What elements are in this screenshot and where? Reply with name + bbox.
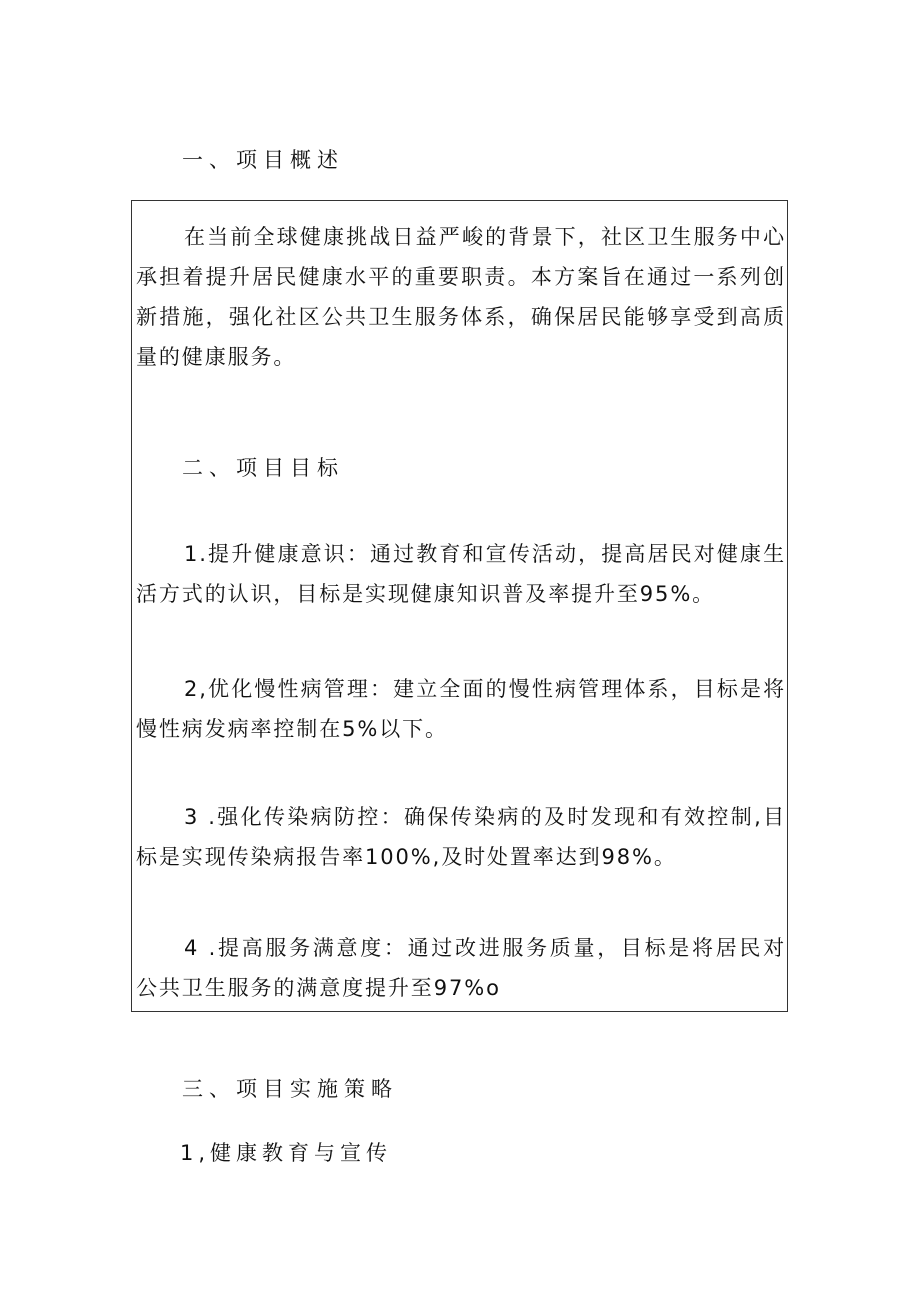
section-title-strategy: 三、项目实施策略 bbox=[182, 1077, 398, 1101]
goal-item-1: 1.提升健康意识：通过教育和宣传活动，提高居民对健康生活方式的认识，目标是实现健康知识普及率提升至95%。 bbox=[136, 542, 786, 606]
goal-item-4: 4 .提高服务满意度：通过改进服务质量，目标是将居民对公共卫生服务的满意度提升至97%o bbox=[136, 936, 786, 1000]
bordered-content-box bbox=[131, 200, 788, 1012]
section-title-goals: 二、项目目标 bbox=[182, 456, 344, 480]
goal-item-2: 2,优化慢性病管理：建立全面的慢性病管理体系，目标是将慢性病发病率控制在5%以下。 bbox=[136, 677, 786, 741]
section-title-overview: 一、项目概述 bbox=[182, 148, 344, 172]
strategy-subheading-1: 1,健康教育与宣传 bbox=[180, 1141, 393, 1165]
goal-item-3: 3 .强化传染病防控：确保传染病的及时发现和有效控制,目标是实现传染病报告率100%,及时处置率达到98%。 bbox=[136, 805, 786, 869]
overview-paragraph: 在当前全球健康挑战日益严峻的背景下，社区卫生服务中心承担着提升居民健康水平的重要职责。本方案旨在通过一系列创新措施，强化社区公共卫生服务体系，确保居民能够享受到高质量的健康服务。 bbox=[136, 225, 786, 369]
